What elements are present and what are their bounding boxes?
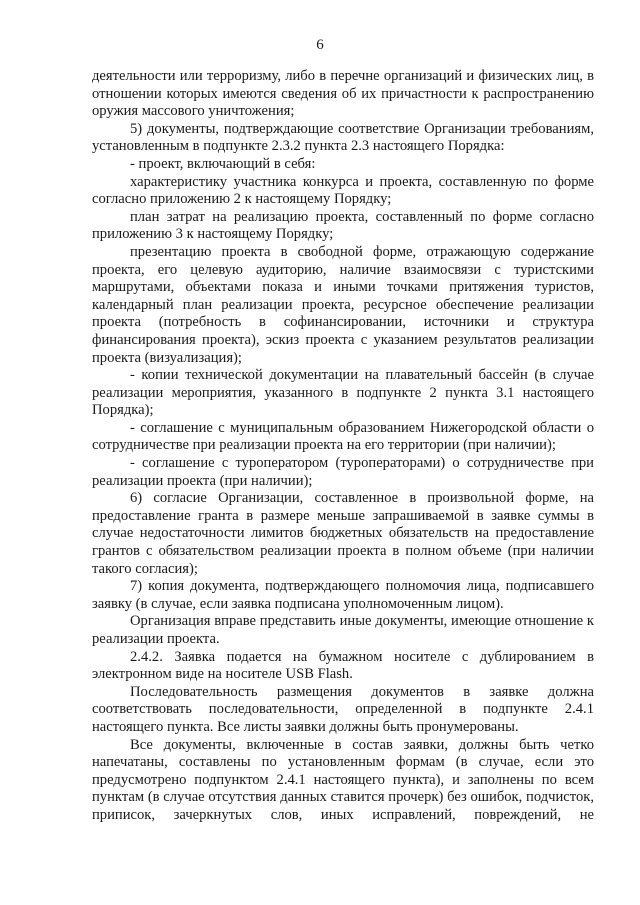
paragraph-continuation: деятельности или терроризму, либо в перечне организаций и физических лиц, в отношении которых имеются сведения об их причастности к распространению оружия массового уничтожения;: [92, 68, 594, 120]
paragraph-other-docs: Организация вправе представить иные документы, имеющие отношение к реализации проекта.: [92, 613, 594, 647]
paragraph-touroperator-agreement: - соглашение с туроператором (туроператорами) о сотрудничестве при реализации проекта (при наличии);: [92, 455, 594, 489]
page-number: 6: [316, 37, 324, 53]
paragraph-formatting: Все документы, включенные в состав заявки, должны быть четко напечатаны, составлены по установленным формам (в случае, если это предусмотрено подпунктом 2.4.1 настоящего пункта), и заполнены по всем пунктам (в случае отсутствия данных ставится прочерк) без ошибок, подчисток, приписок, зачеркнутых слов, иных исправлений, повреждений, не: [92, 736, 594, 823]
paragraph-characteristic: характеристику участника конкурса и проекта, составленную по форме согласно приложению 2 к настоящему Порядку;: [92, 173, 594, 208]
paragraph-sequence: Последовательность размещения документов в заявке должна соответствовать последовательности, определенной в подпункте 2.4.1 настоящего пункта. Все листы заявки должны быть пронумерованы.: [92, 683, 594, 735]
body-text: [92, 68, 594, 825]
paragraph-municipal-agreement: - соглашение с муниципальным образованием Нижегородской области о сотрудничестве при реализации проекта на его территории (при наличии);: [92, 419, 594, 454]
paragraph-item-6: 6) согласие Организации, составленное в произвольной форме, на предоставление гранта в размере меньше запрашиваемой в заявке суммы в случае недостаточности лимитов бюджетных обязательств на предоставление грантов с обязательством реализации проекта в полном объеме (при наличии такого согласия);: [92, 490, 594, 577]
paragraph-cost-plan: план затрат на реализацию проекта, составленный по форме согласно приложению 3 к настоящему Порядку;: [92, 208, 594, 243]
paragraph-project: - проект, включающий в себя:: [130, 155, 316, 172]
paragraph-item-7: 7) копия документа, подтверждающего полномочия лица, подписавшего заявку (в случае, если заявка подписана уполномоченным лицом).: [92, 578, 594, 612]
paragraph-item-5: 5) документы, подтверждающие соответствие Организации требованиям, установленным в подпункте 2.3.2 пункта 2.3 настоящего Порядка:: [92, 120, 594, 155]
paragraph-presentation: презентацию проекта в свободной форме, отражающую содержание проекта, его целевую аудиторию, наличие взаимосвязи с туристскими маршрутами, объектами показа и иными точками притяжения туристов, календарный план реализации проекта, ресурсное обеспечение реализации проекта (потребность в софинансировании, источники и структура финансирования проекта), эскиз проекта с указанием результатов реализации проекта (визуализация);: [92, 243, 594, 366]
paragraph-2-4-2: 2.4.2. Заявка подается на бумажном носителе с дублированием в электронном виде на носителе USB Flash.: [92, 648, 594, 683]
paragraph-pool-docs: - копии технической документации на плавательный бассейн (в случае реализации мероприятия, указанного в подпункте 2 пункта 3.1 настоящего Порядка);: [92, 367, 594, 419]
